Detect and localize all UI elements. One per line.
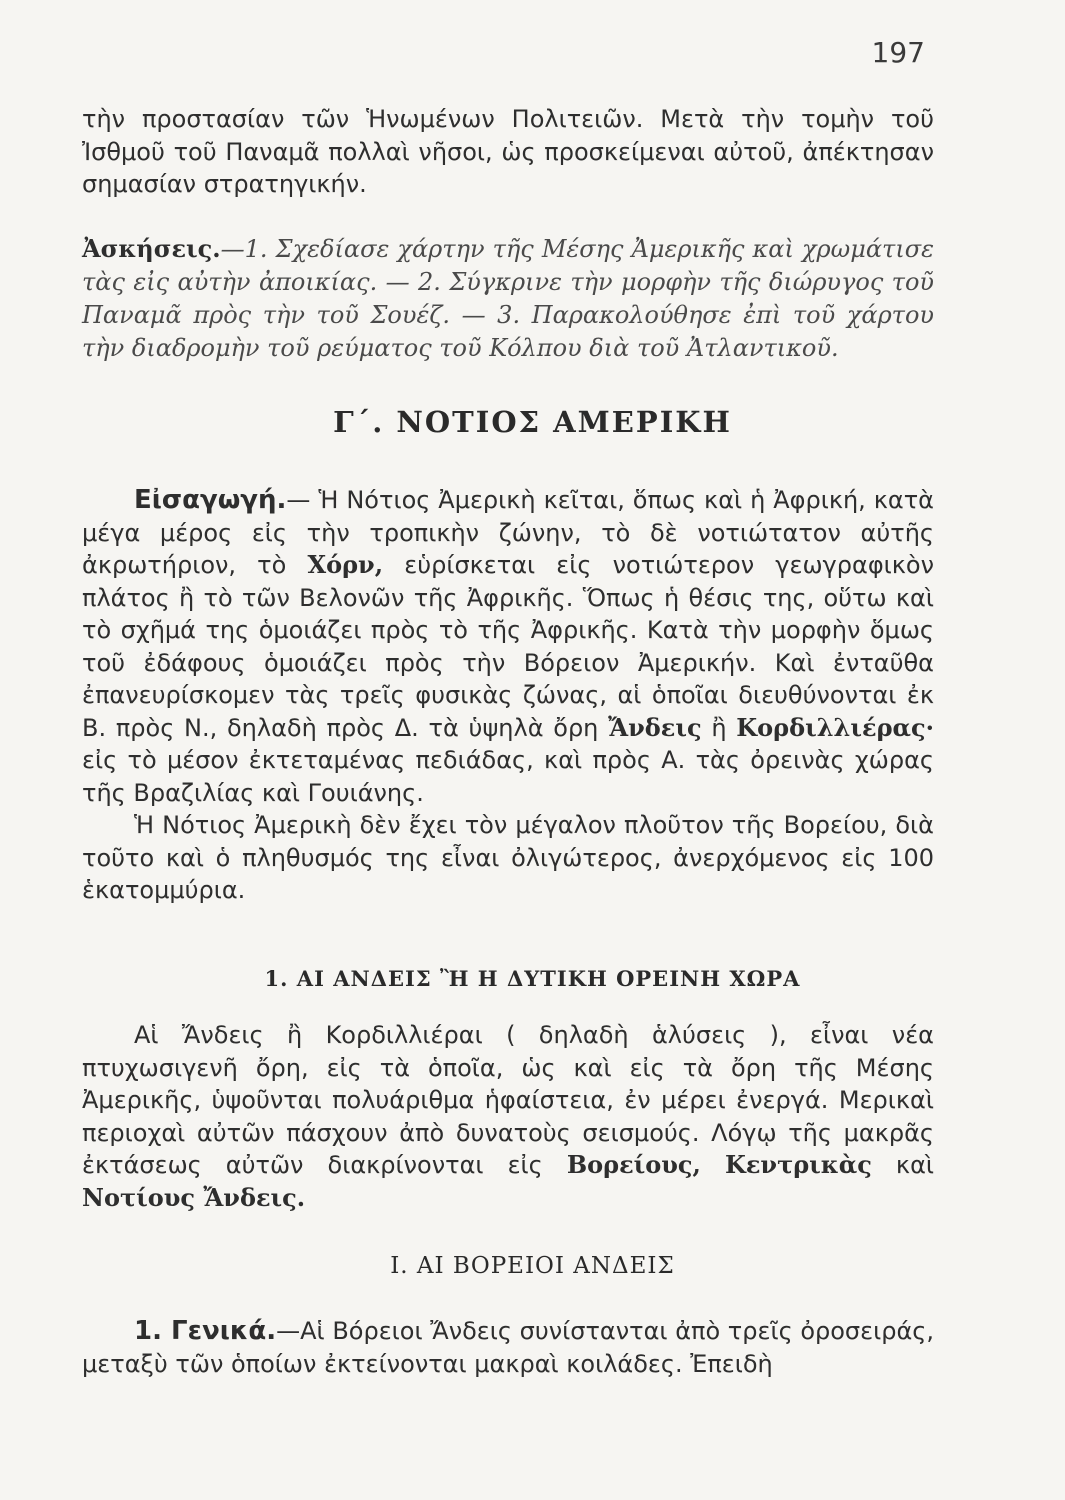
central-andes-term: Κεντρικὰς — [724, 1150, 872, 1179]
general-text: —Αἱ Βόρειοι Ἄνδεις συνίστανται ἀπὸ τρεῖς ὀροσειράς, μεταξὺ τῶν ὁποίων ἐκτείνονται μακραὶ κοιλάδες. Ἐπειδὴ — [82, 1317, 934, 1378]
exercises-paragraph — [82, 232, 934, 365]
introduction-label: Εἰσαγωγή. — [134, 485, 287, 515]
introduction-text-d: εἰς τὸ μέσον ἐκτεταμένας πεδιάδας, καὶ πρὸς Α. τὰς ὀρεινὰς χώρας τῆς Βραζιλίας καὶ Γουιάνης. — [82, 746, 934, 807]
andes-term: Ἄνδεις — [608, 712, 702, 742]
general-block — [82, 1315, 934, 1380]
andes-block — [82, 1019, 934, 1214]
introduction-paragraph — [82, 484, 934, 809]
general-label: 1. Γενικά. — [134, 1316, 277, 1346]
exercises-label: Ἀσκήσεις. — [82, 234, 221, 263]
cordilleras-term: Κορδιλλιέρας· — [736, 712, 934, 742]
andes-paragraph — [82, 1019, 934, 1214]
intro-paragraph: τὴν προστασίαν τῶν Ἡνωμένων Πολιτειῶν. Μετὰ τὴν τομὴν τοῦ Ἰσθμοῦ τοῦ Παναμᾶ πολλαὶ νῆσοι, ὡς προσκείμεναι αὐτοῦ, ἀπέκτησαν σημασίαν στρατηγικήν. — [82, 105, 934, 198]
introduction-text-a: — Ἡ Νότιος Ἀμερικὴ κεῖται, ὅπως καὶ ἡ Ἀφρική, κατὰ μέγα μέρος εἰς τὴν τροπικὴν ζώνην, τὸ δὲ νοτιώτατον αὐτῆς ἀκρωτήριον, τὸ — [82, 486, 934, 579]
introduction-paragraph-2 — [82, 809, 934, 907]
section-heading: Γ΄. ΝΟΤΙΟΣ ΑΜΕΡΙΚΗ — [333, 405, 732, 439]
subheading-andes: 1. ΑΙ ΑΝΔΕΙΣ Ἢ Η ΔΥΤΙΚΗ ΟΡΕΙΝΗ ΧΩΡΑ — [264, 966, 801, 991]
andes-text-a: Αἱ Ἄνδεις ἢ Κορδιλλιέραι ( δηλαδὴ ἁλύσεις ), εἶναι νέα πτυχωσιγενῆ ὄρη, εἰς τὰ ὁποῖα, ὡς καὶ εἰς τὰ ὄρη τῆς Μέσης Ἀμερικῆς, ὑψοῦνται πολυάριθμα ἡφαίστεια, ἐν μέρει ἐνεργά. Μερικαὶ περιοχαὶ αὐτῶν πάσχουν ἀπὸ δυνατοὺς σεισμούς. Λόγῳ τῆς μακρᾶς ἐκτάσεως αὐτῶν διακρίνονται εἰς — [82, 1021, 934, 1179]
introduction-text-c: ἢ — [701, 713, 737, 742]
horn-term: Χόρν, — [307, 550, 384, 579]
subheading-northern-andes: I. ΑΙ ΒΟΡΕΙΟΙ ΑΝΔΕΙΣ — [390, 1253, 675, 1279]
intro-paragraph-block — [82, 103, 934, 201]
general-paragraph — [82, 1315, 934, 1380]
introduction-text-p2: Ἡ Νότιος Ἀμερικὴ δὲν ἔχει τὸν μέγαλον πλοῦτον τῆς Βορείου, διὰ τοῦτο καὶ ὁ πληθυσμός της εἶναι ὀλιγώτερος, ἀνερχόμενος εἰς 100 ἑκατομμύρια. — [82, 811, 934, 904]
page-number: 197 — [871, 36, 925, 69]
south-andes-term: Νοτίους Ἄνδεις. — [82, 1182, 306, 1212]
north-andes-term: Βορείους, — [566, 1150, 701, 1179]
introduction-block — [82, 484, 934, 907]
introduction-text-b: εὑρίσκεται εἰς νοτιώτερον γεωγραφικὸν πλάτος ἢ τὸ τῶν Βελονῶν τῆς Ἀφρικῆς. Ὅπως ἡ θέσις της, οὕτω καὶ τὸ σχῆμά της ὁμοιάζει πρὸς τὸ τῆς Ἀφρικῆς. Κατὰ τὴν μορφὴν ὅμως τοῦ ἐδάφους ὁμοιάζει πρὸς τὴν Βόρειον Ἀμερικήν. Καὶ ἐνταῦθα ἐπανευρίσκομεν τὰς τρεῖς φυσικὰς ζώνας, αἱ ὁποῖαι διευθύνονται ἐκ Β. πρὸς Ν., δηλαδὴ πρὸς Δ. τὰ ὑψηλὰ ὄρη — [82, 551, 935, 742]
exercises-text: —1. Σχεδίασε χάρτην τῆς Μέσης Ἀμερικῆς καὶ χρωμάτισε τὰς εἰς αὐτὴν ἀποικίας. — 2. Σύγκρινε τὴν μορφὴν τῆς διώρυγος τοῦ Παναμᾶ πρὸς τὴν τοῦ Σουέζ. — 3. Παρακολούθησε ἐπὶ τοῦ χάρτου τὴν διαδρομὴν τοῦ ρεύματος τοῦ Κόλπου διὰ τοῦ Ἀτλαντικοῦ. — [82, 235, 934, 362]
andes-and: καὶ — [871, 1151, 935, 1179]
exercises-block — [82, 232, 934, 365]
